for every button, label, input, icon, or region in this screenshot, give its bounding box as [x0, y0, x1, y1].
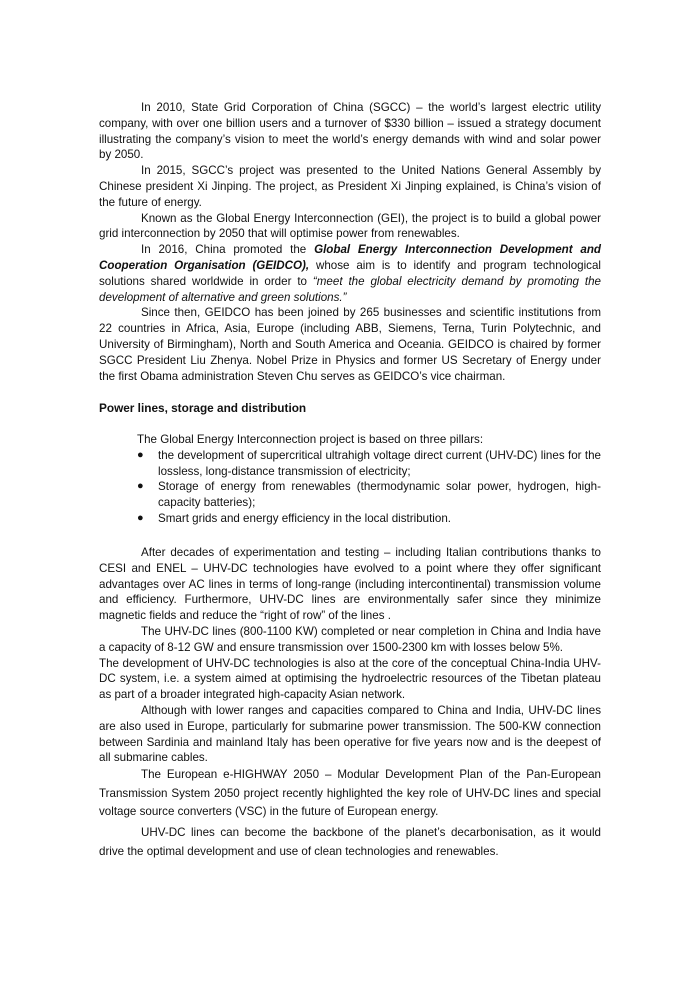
pillar-item	[137, 511, 601, 527]
pillar-text: Smart grids and energy efficiency in the local distribution.	[158, 511, 452, 525]
bullet-icon: ●	[137, 480, 144, 493]
pillar-item	[137, 448, 601, 480]
paragraph-un-2015: In 2015, SGCC’s project was presented to the United Nations General Assembly by Chinese president Xi Jinping. The project, as President Xi Jinping explained, is China’s vision of the future of energy.	[99, 164, 601, 209]
pillar-text: the development of supercritical ultrahigh voltage direct current (UHV-DC) lines for the lossless, long-distance transmission of electricity;	[158, 448, 601, 478]
paragraph-china-india: The development of UHV-DC technologies is also at the core of the conceptual China-India UHV-DC system, i.e. a system aimed at optimising the hydroelectric resources of the Tibetan plateau as part of a broader integrated high-capacity Asian network.	[99, 656, 601, 702]
paragraph-uhv-capacity: The UHV-DC lines (800-1100 KW) completed or near completion in China and India have a capacity of 8-12 GW and ensure transmission over 1500-2300 km with losses below 5%.	[99, 624, 601, 654]
uhv-section	[99, 545, 601, 861]
paragraph-decarbonisation: UHV-DC lines can become the backbone of the planet’s decarbonisation, as it would drive the optimal development and use of clean technologies and renewables.	[99, 825, 601, 858]
geidco-quote: “meet the global electricity demand by promoting the development of alternative and green solutions.”	[99, 274, 602, 304]
pillars-section	[99, 432, 601, 527]
paragraph-e-highway: The European e-HIGHWAY 2050 – Modular Development Plan of the Pan-European Transmission System 2050 project recently highlighted the key role of UHV-DC lines and special voltage source converters (VSC) in the future of European energy.	[99, 768, 601, 819]
bullet-icon: ●	[137, 511, 144, 524]
paragraph-geidco-members: Since then, GEIDCO has been joined by 265 businesses and scientific institutions from 22 countries in Africa, Asia, Europe (including ABB, Siemens, Terna, Turin Polytechnic, and University of Birmingham), North and South America and Oceania. GEIDCO is chaired by former SGCC President Liu Zhenya. Nobel Prize in Physics and former US Secretary of Energy under the first Obama administration Steven Chu serves as GEIDCO’s vice chairman.	[99, 306, 601, 383]
section-heading: Power lines, storage and distribution	[99, 401, 307, 415]
paragraph-geidco-2016	[99, 242, 601, 305]
pillars-intro: The Global Energy Interconnection project is based on three pillars:	[137, 433, 484, 446]
paragraph-gei: Known as the Global Energy Interconnection (GEI), the project is to build a global power grid interconnection by 2050 that will optimise power from renewables.	[99, 211, 601, 241]
geidco-text-start: In 2016, China promoted the	[141, 243, 315, 257]
bullet-icon: ●	[137, 448, 144, 461]
paragraph-experimentation: After decades of experimentation and testing – including Italian contributions thanks to CESI and ENEL – UHV-DC technologies have evolved to a point where they offer significant advantages over AC lines in terms of long-range (including intercontinental) transmission volume and efficiency. Furthermore, UHV-DC lines are environmentally safer since they minimize magnetic fields and reduce the “right of row” of the lines .	[99, 546, 601, 623]
geidco-text-mid: whose aim is to identify and program technological solutions shared worldwide in order to	[99, 258, 601, 288]
intro-section	[99, 100, 601, 384]
paragraph-europe: Although with lower ranges and capacities compared to China and India, UHV-DC lines are also used in Europe, particularly for submarine power transmission. The 500-KW connection between Sardinia and mainland Italy has been operative for five years now and is the deepest of all submarine cables.	[99, 703, 601, 765]
pillar-item	[137, 479, 601, 511]
geidco-org-name: Global Energy Interconnection Development and Cooperation Organisation (GEIDCO),	[99, 243, 601, 272]
pillar-text: Storage of energy from renewables (thermodynamic solar power, hydrogen, high-capacity batteries);	[158, 480, 601, 510]
pillars-list	[99, 448, 601, 527]
section-heading-wrap	[99, 401, 601, 417]
paragraph-sgcc-2010: In 2010, State Grid Corporation of China (SGCC) – the world’s largest electric utility company, with over one billion users and a turnover of $330 billion – issued a strategy document illustrating the company’s vision to meet the world’s energy demands with wind and solar power by 2050.	[99, 101, 601, 162]
